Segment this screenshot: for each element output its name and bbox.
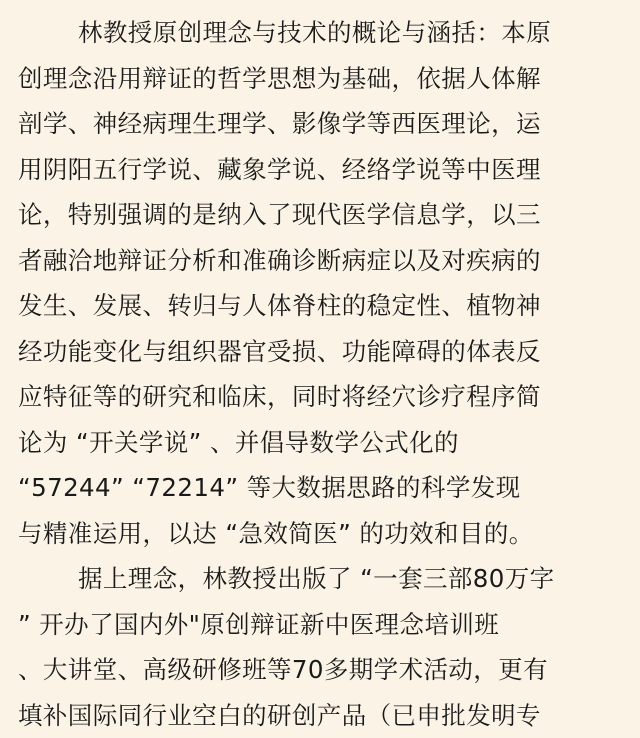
paragraph-line: 、大讲堂、高级研修班等70多期学术活动，更有	[18, 647, 624, 693]
paragraph-line: 发生、发展、转归与人体脊柱的稳定性、植物神	[18, 283, 624, 329]
paragraph-line: 填补国际同行业空白的研创产品（已申批发明专	[18, 693, 624, 738]
paragraph-line: 者融洽地辩证分析和准确诊断病症以及对疾病的	[18, 238, 624, 284]
paragraph-line: 据上理念，林教授出版了 “一套三部80万字	[18, 556, 624, 602]
paragraph-line: 林教授原创理念与技术的概论与涵括：本原	[18, 10, 624, 56]
paragraph-line: 剖学、神经病理生理学、影像学等西医理论，运	[18, 101, 624, 147]
paragraph-line: 经功能变化与组织器官受损、功能障碍的体表反	[18, 329, 624, 375]
paragraph-line: 应特征等的研究和临床，同时将经穴诊疗程序简	[18, 374, 624, 420]
paragraph-line: 论，特别强调的是纳入了现代医学信息学，以三	[18, 192, 624, 238]
paragraph-line: 用阴阳五行学说、藏象学说、经络学说等中医理	[18, 147, 624, 193]
paragraph-line: “57244” “72214” 等大数据思路的科学发现	[18, 465, 624, 511]
paragraph-line: 与精准运用，以达 “急效简医” 的功效和目的。	[18, 511, 624, 557]
paragraph-line: 创理念沿用辩证的哲学思想为基础，依据人体解	[18, 56, 624, 102]
paragraph-line: ” 开办了国内外"原创辩证新中医理念培训班	[18, 602, 624, 648]
paragraph-line: 论为 “开关学说” 、并倡导数学公式化的	[18, 420, 624, 466]
